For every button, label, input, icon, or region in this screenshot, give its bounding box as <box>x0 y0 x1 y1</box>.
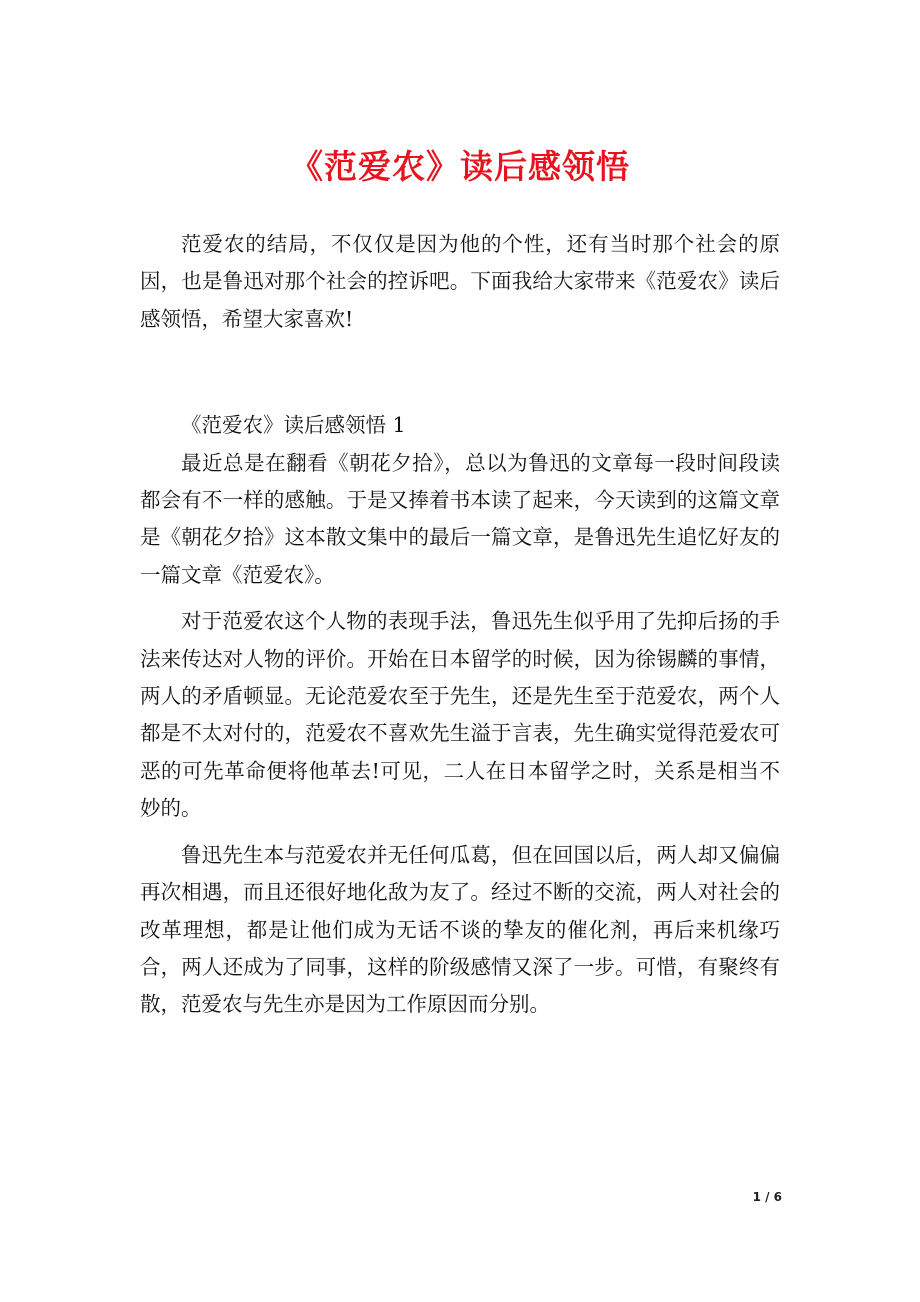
spacer <box>140 594 780 603</box>
body-paragraph-2: 对于范爱农这个人物的表现手法，鲁迅先生似乎用了先抑后扬的手法来传达对人物的评价。开始在日本留学的时候，因为徐锡麟的事情，两人的矛盾顿显。无论范爱农至于先生，还是先生至于范爱农，两个人都是不太对付的，范爱农不喜欢先生溢于言表，先生确实觉得范爱农可恶的可先革命便将他革去!可见，二人在日本留学之时，关系是相当不妙的。 <box>140 609 780 821</box>
spacer <box>140 338 780 407</box>
document-title: 《范爱农》读后感领悟 <box>290 147 630 186</box>
intro-paragraph: 范爱农的结局，不仅仅是因为他的个性，还有当时那个社会的原因，也是鲁迅对那个社会的控诉吧。下面我给大家带来《范爱农》读后感领悟，希望大家喜欢! <box>140 232 780 331</box>
spacer <box>140 828 780 837</box>
page-number: 1 / 6 <box>752 1190 782 1204</box>
body-paragraph-3: 鲁迅先生本与范爱农并无任何瓜葛，但在回国以后，两人却又偏偏再次相遇，而且还很好地化敌为友了。经过不断的交流，两人对社会的改革理想，都是让他们成为无话不谈的挚友的催化剂，再后来机缘巧合，两人还成为了同事，这样的阶级感情又深了一步。可惜，有聚终有散，范爱农与先生亦是因为工作原因而分别。 <box>140 842 780 1017</box>
section-heading: 《范爱农》读后感领悟 1 <box>181 413 406 438</box>
body-paragraph-1: 最近总是在翻看《朝花夕拾》，总以为鲁迅的文章每一段时间段读都会有不一样的感触。于是又捧着书本读了起来，今天读到的这篇文章是《朝花夕拾》这本散文集中的最后一篇文章，是鲁迅先生追忆好友的一篇文章《范爱农》。 <box>140 450 780 587</box>
document-body <box>140 226 780 1024</box>
